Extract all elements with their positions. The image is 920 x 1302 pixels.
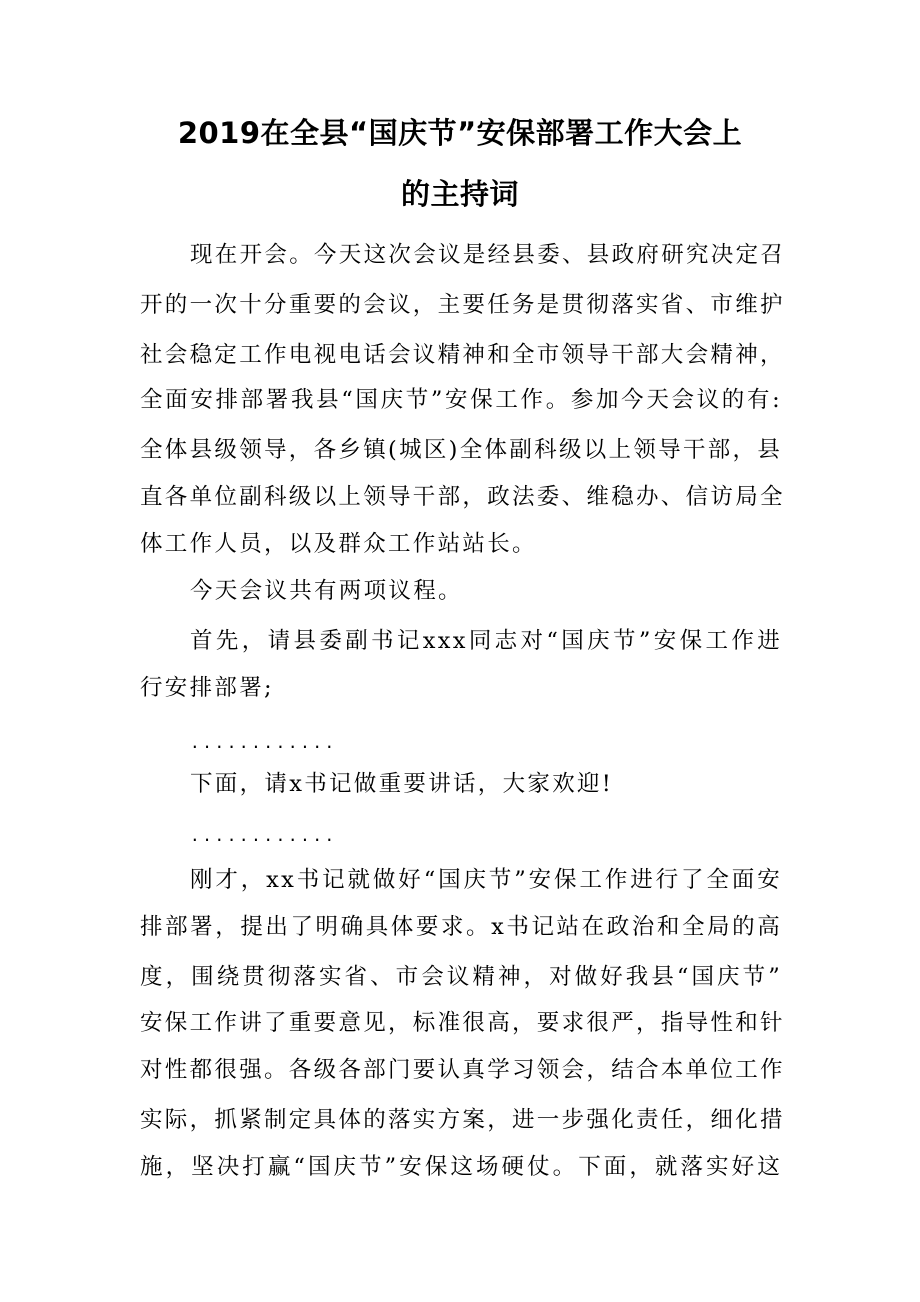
paragraph-5-line-2: 排部署，提出了明确具体要求。x书记站在政治和全局的高 xyxy=(140,914,782,940)
paragraph-5-line-1: 刚才，xx书记就做好“国庆节”安保工作进行了全面安 xyxy=(190,867,782,893)
paragraph-5-line-4: 安保工作讲了重要意见，标准很高，要求很严，指导性和针 xyxy=(140,1010,785,1036)
paragraph-1-line-6: 直各单位副科级以上领导干部，政法委、维稳办、信访局全 xyxy=(140,484,785,510)
paragraph-5-line-6: 实际，抓紧制定具体的落实方案，进一步强化责任，细化措 xyxy=(140,1107,785,1133)
paragraph-1-line-5: 全体县级领导，各乡镇(城区)全体副科级以上领导干部，县 xyxy=(140,437,783,463)
paragraph-1-line-2: 开的一次十分重要的会议，主要任务是贯彻落实省、市维护 xyxy=(140,292,785,318)
paragraph-4: 下面，请x书记做重要讲话，大家欢迎! xyxy=(190,771,614,797)
paragraph-1-line-4: 全面安排部署我县“国庆节”安保工作。参加今天会议的有: xyxy=(140,387,782,413)
document-title-line-2: 的主持词 xyxy=(400,177,519,211)
paragraph-3-line-1: 首先，请县委副书记xxx同志对“国庆节”安保工作进 xyxy=(190,628,782,654)
paragraph-5-line-7: 施，坚决打赢“国庆节”安保这场硬仗。下面，就落实好这 xyxy=(140,1154,782,1180)
paragraph-1-line-7: 体工作人员，以及群众工作站站长。 xyxy=(140,531,537,557)
paragraph-5-line-5: 对性都很强。各级各部门要认真学习领会，结合本单位工作 xyxy=(140,1057,785,1083)
ellipsis-dots-1: ............ xyxy=(190,733,337,752)
paragraph-5-line-3: 度，围绕贯彻落实省、市会议精神，对做好我县“国庆节” xyxy=(140,964,782,990)
ellipsis-dots-2: ............ xyxy=(190,826,337,845)
paragraph-2: 今天会议共有两项议程。 xyxy=(190,578,463,604)
paragraph-1-line-3: 社会稳定工作电视电话会议精神和全市领导干部大会精神， xyxy=(140,342,785,368)
paragraph-1-line-1: 现在开会。今天这次会议是经县委、县政府研究决定召 xyxy=(190,242,786,268)
document-title-line-1: 2019在全县“国庆节”安保部署工作大会上 xyxy=(177,116,743,150)
paragraph-3-line-2: 行安排部署; xyxy=(140,675,274,701)
